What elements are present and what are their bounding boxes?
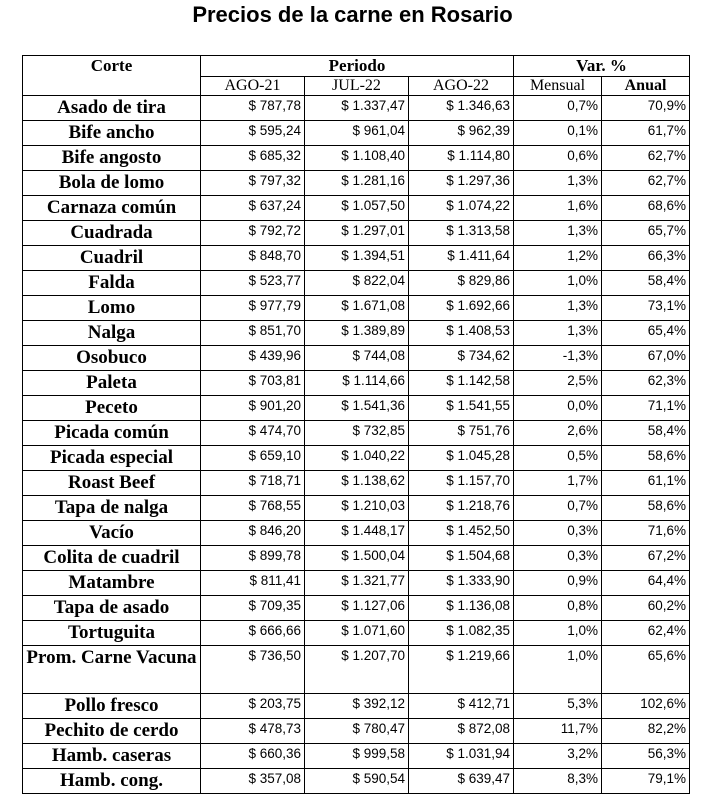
var-mensual-cell: 1,7% bbox=[514, 471, 602, 496]
var-mensual-cell: 1,6% bbox=[514, 196, 602, 221]
var-mensual-cell: 0,3% bbox=[514, 546, 602, 571]
header-var: Var. % bbox=[514, 56, 690, 77]
price-ago22-cell: $ 1.218,76 bbox=[409, 496, 514, 521]
price-ago21-cell: $ 357,08 bbox=[201, 769, 305, 794]
cut-name-cell: Colita de cuadril bbox=[23, 546, 201, 571]
price-jul22-cell: $ 1.281,16 bbox=[305, 171, 409, 196]
price-ago21-cell: $ 474,70 bbox=[201, 421, 305, 446]
cut-name-cell: Tapa de asado bbox=[23, 596, 201, 621]
price-ago22-cell: $ 412,71 bbox=[409, 694, 514, 719]
table-row bbox=[23, 596, 690, 621]
var-anual-cell: 62,3% bbox=[602, 371, 690, 396]
var-anual-cell: 70,9% bbox=[602, 96, 690, 121]
price-ago22-cell: $ 1.114,80 bbox=[409, 146, 514, 171]
var-mensual-cell: 0,8% bbox=[514, 596, 602, 621]
cut-name-cell: Bola de lomo bbox=[23, 171, 201, 196]
var-mensual-cell: 8,3% bbox=[514, 769, 602, 794]
cut-name-cell: Tortuguita bbox=[23, 621, 201, 646]
table-row bbox=[23, 471, 690, 496]
table-row bbox=[23, 496, 690, 521]
price-ago22-cell: $ 1.411,64 bbox=[409, 246, 514, 271]
table-row bbox=[23, 396, 690, 421]
price-ago22-cell: $ 1.157,70 bbox=[409, 471, 514, 496]
var-mensual-cell: 1,3% bbox=[514, 296, 602, 321]
price-ago21-cell: $ 792,72 bbox=[201, 221, 305, 246]
cut-name-cell: Hamb. cong. bbox=[23, 769, 201, 794]
var-mensual-cell: 0,9% bbox=[514, 571, 602, 596]
price-ago22-cell: $ 1.313,58 bbox=[409, 221, 514, 246]
var-anual-cell: 66,3% bbox=[602, 246, 690, 271]
table-row bbox=[23, 421, 690, 446]
table-row bbox=[23, 446, 690, 471]
price-jul22-cell: $ 1.057,50 bbox=[305, 196, 409, 221]
var-anual-cell: 62,7% bbox=[602, 146, 690, 171]
var-anual-cell: 71,1% bbox=[602, 396, 690, 421]
price-ago21-cell: $ 848,70 bbox=[201, 246, 305, 271]
price-ago22-cell: $ 1.031,94 bbox=[409, 744, 514, 769]
header-period-2: JUL-22 bbox=[305, 77, 409, 96]
var-anual-cell: 79,1% bbox=[602, 769, 690, 794]
price-ago22-cell: $ 872,08 bbox=[409, 719, 514, 744]
var-mensual-cell: 0,7% bbox=[514, 496, 602, 521]
header-row-top bbox=[23, 56, 690, 77]
table-row bbox=[23, 96, 690, 121]
page-title: Precios de la carne en Rosario bbox=[192, 2, 513, 27]
price-ago21-cell: $ 718,71 bbox=[201, 471, 305, 496]
cut-name-cell: Peceto bbox=[23, 396, 201, 421]
var-anual-cell: 58,4% bbox=[602, 421, 690, 446]
price-ago22-cell: $ 1.346,63 bbox=[409, 96, 514, 121]
table-row bbox=[23, 719, 690, 744]
cut-name-cell: Matambre bbox=[23, 571, 201, 596]
var-anual-cell: 61,7% bbox=[602, 121, 690, 146]
price-jul22-cell: $ 1.127,06 bbox=[305, 596, 409, 621]
cut-name-cell: Hamb. caseras bbox=[23, 744, 201, 769]
var-mensual-cell: 1,3% bbox=[514, 171, 602, 196]
price-jul22-cell: $ 1.108,40 bbox=[305, 146, 409, 171]
cut-name-cell: Pollo fresco bbox=[23, 694, 201, 719]
price-jul22-cell: $ 744,08 bbox=[305, 346, 409, 371]
cut-name-cell: Paleta bbox=[23, 371, 201, 396]
table-row bbox=[23, 196, 690, 221]
price-ago22-cell: $ 1.082,35 bbox=[409, 621, 514, 646]
var-mensual-cell: 3,2% bbox=[514, 744, 602, 769]
header-period-3: AGO-22 bbox=[409, 77, 514, 96]
price-ago21-cell: $ 523,77 bbox=[201, 271, 305, 296]
var-mensual-cell: 0,6% bbox=[514, 146, 602, 171]
var-anual-cell: 68,6% bbox=[602, 196, 690, 221]
var-anual-cell: 61,1% bbox=[602, 471, 690, 496]
price-jul22-cell: $ 1.394,51 bbox=[305, 246, 409, 271]
price-ago21-cell: $ 703,81 bbox=[201, 371, 305, 396]
table-row bbox=[23, 769, 690, 794]
price-ago21-cell: $ 736,50 bbox=[201, 646, 305, 694]
var-mensual-cell: 1,0% bbox=[514, 621, 602, 646]
var-anual-cell: 56,3% bbox=[602, 744, 690, 769]
header-period-1: AGO-21 bbox=[201, 77, 305, 96]
table-row bbox=[23, 621, 690, 646]
table-row bbox=[23, 121, 690, 146]
cut-name-cell: Pechito de cerdo bbox=[23, 719, 201, 744]
price-ago21-cell: $ 203,75 bbox=[201, 694, 305, 719]
table-row bbox=[23, 321, 690, 346]
price-jul22-cell: $ 1.138,62 bbox=[305, 471, 409, 496]
var-mensual-cell: 11,7% bbox=[514, 719, 602, 744]
price-jul22-cell: $ 590,54 bbox=[305, 769, 409, 794]
cut-name-cell: Cuadril bbox=[23, 246, 201, 271]
var-mensual-cell: 2,6% bbox=[514, 421, 602, 446]
var-anual-cell: 58,6% bbox=[602, 496, 690, 521]
table-row bbox=[23, 694, 690, 719]
var-mensual-cell: 1,0% bbox=[514, 271, 602, 296]
var-anual-cell: 71,6% bbox=[602, 521, 690, 546]
var-anual-cell: 65,4% bbox=[602, 321, 690, 346]
price-ago21-cell: $ 851,70 bbox=[201, 321, 305, 346]
table-row bbox=[23, 296, 690, 321]
table-row bbox=[23, 646, 690, 694]
price-jul22-cell: $ 961,04 bbox=[305, 121, 409, 146]
var-mensual-cell: 5,3% bbox=[514, 694, 602, 719]
price-jul22-cell: $ 1.500,04 bbox=[305, 546, 409, 571]
price-jul22-cell: $ 780,47 bbox=[305, 719, 409, 744]
price-ago22-cell: $ 1.452,50 bbox=[409, 521, 514, 546]
header-corte: Corte bbox=[23, 56, 201, 96]
price-ago21-cell: $ 685,32 bbox=[201, 146, 305, 171]
cut-name-cell: Bife ancho bbox=[23, 121, 201, 146]
price-ago21-cell: $ 797,32 bbox=[201, 171, 305, 196]
price-ago21-cell: $ 666,66 bbox=[201, 621, 305, 646]
table-row bbox=[23, 571, 690, 596]
price-jul22-cell: $ 1.448,17 bbox=[305, 521, 409, 546]
var-anual-cell: 65,6% bbox=[602, 646, 690, 694]
cut-name-cell: Carnaza común bbox=[23, 196, 201, 221]
price-ago22-cell: $ 1.045,28 bbox=[409, 446, 514, 471]
price-ago21-cell: $ 660,36 bbox=[201, 744, 305, 769]
price-ago22-cell: $ 639,47 bbox=[409, 769, 514, 794]
table-row bbox=[23, 521, 690, 546]
cut-name-cell: Cuadrada bbox=[23, 221, 201, 246]
price-jul22-cell: $ 1.321,77 bbox=[305, 571, 409, 596]
price-ago21-cell: $ 659,10 bbox=[201, 446, 305, 471]
price-ago21-cell: $ 478,73 bbox=[201, 719, 305, 744]
price-ago21-cell: $ 709,35 bbox=[201, 596, 305, 621]
cut-name-cell: Bife angosto bbox=[23, 146, 201, 171]
var-anual-cell: 67,0% bbox=[602, 346, 690, 371]
price-ago22-cell: $ 1.692,66 bbox=[409, 296, 514, 321]
table-row bbox=[23, 246, 690, 271]
cut-name-cell: Vacío bbox=[23, 521, 201, 546]
price-jul22-cell: $ 1.297,01 bbox=[305, 221, 409, 246]
table-row bbox=[23, 744, 690, 769]
price-jul22-cell: $ 1.541,36 bbox=[305, 396, 409, 421]
price-ago22-cell: $ 962,39 bbox=[409, 121, 514, 146]
price-jul22-cell: $ 1.114,66 bbox=[305, 371, 409, 396]
var-mensual-cell: -1,3% bbox=[514, 346, 602, 371]
price-jul22-cell: $ 732,85 bbox=[305, 421, 409, 446]
price-ago22-cell: $ 1.136,08 bbox=[409, 596, 514, 621]
cut-name-cell: Picada común bbox=[23, 421, 201, 446]
var-anual-cell: 65,7% bbox=[602, 221, 690, 246]
table-row bbox=[23, 221, 690, 246]
var-anual-cell: 64,4% bbox=[602, 571, 690, 596]
price-jul22-cell: $ 1.337,47 bbox=[305, 96, 409, 121]
price-ago22-cell: $ 1.504,68 bbox=[409, 546, 514, 571]
header-anual: Anual bbox=[602, 77, 690, 96]
var-mensual-cell: 0,5% bbox=[514, 446, 602, 471]
var-anual-cell: 60,2% bbox=[602, 596, 690, 621]
var-mensual-cell: 0,0% bbox=[514, 396, 602, 421]
cut-name-cell: Lomo bbox=[23, 296, 201, 321]
price-ago21-cell: $ 901,20 bbox=[201, 396, 305, 421]
price-ago21-cell: $ 899,78 bbox=[201, 546, 305, 571]
var-anual-cell: 62,4% bbox=[602, 621, 690, 646]
price-ago21-cell: $ 439,96 bbox=[201, 346, 305, 371]
var-mensual-cell: 1,0% bbox=[514, 646, 602, 694]
price-ago21-cell: $ 977,79 bbox=[201, 296, 305, 321]
table-row bbox=[23, 271, 690, 296]
cut-name-cell: Prom. Carne Vacuna bbox=[23, 646, 201, 694]
price-ago22-cell: $ 829,86 bbox=[409, 271, 514, 296]
var-anual-cell: 73,1% bbox=[602, 296, 690, 321]
price-ago22-cell: $ 734,62 bbox=[409, 346, 514, 371]
header-periodo: Periodo bbox=[201, 56, 514, 77]
price-ago21-cell: $ 787,78 bbox=[201, 96, 305, 121]
price-jul22-cell: $ 1.040,22 bbox=[305, 446, 409, 471]
var-mensual-cell: 1,3% bbox=[514, 321, 602, 346]
var-mensual-cell: 2,5% bbox=[514, 371, 602, 396]
table-row bbox=[23, 171, 690, 196]
price-ago22-cell: $ 1.142,58 bbox=[409, 371, 514, 396]
price-jul22-cell: $ 1.671,08 bbox=[305, 296, 409, 321]
price-ago22-cell: $ 751,76 bbox=[409, 421, 514, 446]
cut-name-cell: Roast Beef bbox=[23, 471, 201, 496]
price-jul22-cell: $ 999,58 bbox=[305, 744, 409, 769]
price-ago22-cell: $ 1.408,53 bbox=[409, 321, 514, 346]
var-anual-cell: 58,4% bbox=[602, 271, 690, 296]
var-mensual-cell: 0,1% bbox=[514, 121, 602, 146]
var-mensual-cell: 0,7% bbox=[514, 96, 602, 121]
cut-name-cell: Nalga bbox=[23, 321, 201, 346]
var-anual-cell: 67,2% bbox=[602, 546, 690, 571]
price-ago21-cell: $ 768,55 bbox=[201, 496, 305, 521]
price-jul22-cell: $ 1.071,60 bbox=[305, 621, 409, 646]
cut-name-cell: Picada especial bbox=[23, 446, 201, 471]
cut-name-cell: Tapa de nalga bbox=[23, 496, 201, 521]
var-mensual-cell: 0,3% bbox=[514, 521, 602, 546]
price-ago22-cell: $ 1.074,22 bbox=[409, 196, 514, 221]
price-ago22-cell: $ 1.541,55 bbox=[409, 396, 514, 421]
cut-name-cell: Falda bbox=[23, 271, 201, 296]
cut-name-cell: Asado de tira bbox=[23, 96, 201, 121]
price-jul22-cell: $ 1.389,89 bbox=[305, 321, 409, 346]
table-row bbox=[23, 546, 690, 571]
price-ago22-cell: $ 1.219,66 bbox=[409, 646, 514, 694]
table-row bbox=[23, 146, 690, 171]
var-mensual-cell: 1,2% bbox=[514, 246, 602, 271]
price-jul22-cell: $ 392,12 bbox=[305, 694, 409, 719]
price-ago21-cell: $ 595,24 bbox=[201, 121, 305, 146]
price-ago21-cell: $ 846,20 bbox=[201, 521, 305, 546]
var-anual-cell: 62,7% bbox=[602, 171, 690, 196]
var-mensual-cell: 1,3% bbox=[514, 221, 602, 246]
price-jul22-cell: $ 822,04 bbox=[305, 271, 409, 296]
cut-name-cell: Osobuco bbox=[23, 346, 201, 371]
table-row bbox=[23, 346, 690, 371]
var-anual-cell: 102,6% bbox=[602, 694, 690, 719]
table-row bbox=[23, 371, 690, 396]
price-ago21-cell: $ 637,24 bbox=[201, 196, 305, 221]
var-anual-cell: 82,2% bbox=[602, 719, 690, 744]
var-anual-cell: 58,6% bbox=[602, 446, 690, 471]
price-table bbox=[22, 55, 690, 794]
price-ago21-cell: $ 811,41 bbox=[201, 571, 305, 596]
price-ago22-cell: $ 1.297,36 bbox=[409, 171, 514, 196]
header-mensual: Mensual bbox=[514, 77, 602, 96]
price-jul22-cell: $ 1.207,70 bbox=[305, 646, 409, 694]
price-ago22-cell: $ 1.333,90 bbox=[409, 571, 514, 596]
price-jul22-cell: $ 1.210,03 bbox=[305, 496, 409, 521]
